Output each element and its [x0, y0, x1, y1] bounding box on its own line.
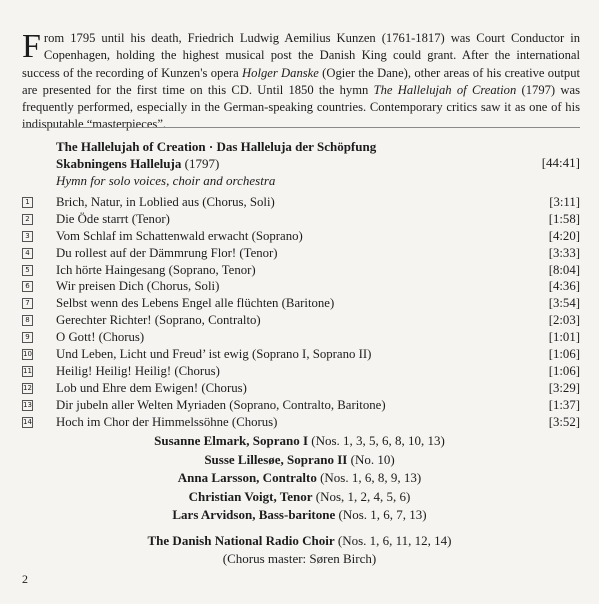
section-divider — [22, 127, 580, 128]
track-title: Selbst wenn des Lebens Engel alle flüchten (Baritone) — [56, 296, 335, 311]
track-row — [22, 346, 580, 363]
track-duration: [8:04] — [548, 262, 580, 277]
track-title: Vom Schlaf im Schattenwald erwacht (Soprano) — [56, 228, 303, 243]
soloist-tracks: (Nos. 1, 6, 7, 13) — [338, 507, 427, 522]
track-number-box: 3 — [22, 231, 33, 242]
track-number-box: 5 — [22, 265, 33, 276]
drop-cap: F — [22, 28, 41, 65]
track-title: Lob und Ehre dem Ewigen! (Chorus) — [56, 380, 247, 395]
soloist-tracks: (Nos. 1, 3, 5, 6, 8, 10, 13) — [311, 433, 445, 448]
track-number-box: 12 — [23, 383, 32, 392]
chorus-master: (Chorus master: Søren Birch) — [222, 551, 377, 566]
soloist-name: Susanne Elmark, Soprano I — [154, 433, 309, 448]
track-title: Ich hörte Haingesang (Soprano, Tenor) — [56, 262, 256, 277]
track-number-box: 14 — [23, 417, 32, 426]
track-number-box: 11 — [23, 366, 32, 375]
soloist-credit — [0, 451, 599, 470]
track-title: Brich, Natur, in Loblied aus (Chorus, Soli) — [56, 195, 275, 209]
soloist-credit — [0, 469, 599, 488]
intro-text-2: (Ogier the Dane), other areas of his creative output are presented for the first time on this CD. Until 1850 the hymn — [22, 65, 580, 97]
soloist-name: Anna Larsson, Contralto — [177, 470, 317, 485]
work-danish-title-line — [56, 155, 580, 172]
soloist-tracks: (No. 10) — [350, 451, 395, 467]
intro-text-1: rom 1795 until his death, Friedrich Ludwig Aemilius Kunzen (1761-1817) was Court Conductor in Copenhagen, holding the highest musical post the Danish King could grant. After the international success of the recording of Kunzen's opera — [22, 31, 580, 80]
track-row — [22, 194, 580, 211]
soloist-list — [0, 432, 599, 525]
track-duration: [3:29] — [548, 380, 580, 395]
soloist-credit — [0, 506, 599, 525]
track-row — [22, 245, 580, 262]
track-duration: [1:58] — [548, 211, 580, 226]
track-duration: [3:33] — [548, 245, 580, 260]
track-row — [22, 228, 580, 245]
track-duration: [3:52] — [548, 414, 580, 429]
track-duration: [4:20] — [548, 228, 580, 243]
intro-paragraph — [22, 30, 580, 134]
track-title: Und Leben, Licht und Freud’ ist ewig (Soprano I, Soprano II) — [56, 347, 372, 362]
track-number-box: 4 — [22, 248, 33, 259]
track-number-box: 8 — [22, 315, 33, 326]
track-duration: [1:06] — [548, 363, 580, 378]
track-row — [22, 211, 580, 228]
track-title: Wir preisen Dich (Chorus, Soli) — [56, 279, 220, 294]
track-number-box: 10 — [23, 350, 32, 359]
soloist-tracks: (Nos. 1, 6, 8, 9, 13) — [320, 470, 422, 485]
intro-italic-hymn: The Hallelujah of Creation — [373, 82, 517, 97]
performer-credits — [0, 432, 599, 569]
track-number-box: 2 — [22, 214, 33, 225]
track-number-box: 1 — [22, 197, 33, 208]
page-number: 2 — [22, 572, 28, 586]
intro-text-3: (1797) was frequently performed, especially in the German-speaking countries. Contemporary critics saw it as one of his indisputable “masterpieces”. — [22, 82, 580, 132]
soloist-tracks: (Nos, 1, 2, 4, 5, 6) — [315, 488, 411, 504]
intro-italic-opera: Holger Danske — [242, 65, 319, 80]
track-row — [22, 295, 580, 312]
track-duration: [1:01] — [548, 330, 580, 345]
track-row — [22, 414, 580, 431]
track-title: Die Öde starrt (Tenor) — [56, 211, 170, 226]
track-title: Hoch im Chor der Himmelssöhne (Chorus) — [56, 414, 278, 429]
track-title: Du rollest auf der Dämmrung Flor! (Tenor) — [56, 245, 278, 260]
work-year: (1797) — [184, 156, 220, 171]
track-title: Gerechter Richter! (Soprano, Contralto) — [56, 313, 261, 328]
soloist-name: Christian Voigt, Tenor — [188, 488, 313, 504]
work-subtitle: Hymn for solo voices, choir and orchestra — [56, 173, 276, 188]
track-number-box: 6 — [22, 281, 33, 292]
track-duration: [4:36] — [548, 279, 580, 294]
track-row — [22, 363, 580, 380]
soloist-credit — [0, 432, 599, 451]
choir-credit — [0, 532, 599, 551]
track-title: O Gott! (Chorus) — [56, 330, 145, 345]
track-duration: [3:11] — [549, 195, 580, 209]
track-number-box: 7 — [22, 298, 33, 309]
track-title: Dir jubeln aller Welten Myriaden (Soprano, Contralto, Baritone) — [56, 397, 386, 412]
track-row — [22, 380, 580, 397]
track-duration: [1:06] — [548, 347, 580, 362]
work-header — [56, 138, 580, 189]
work-title: The Hallelujah of Creation · Das Halleluja der Schöpfung — [56, 139, 377, 154]
work-danish-title: Skabningens Halleluja — [56, 156, 182, 171]
track-row — [22, 262, 580, 279]
track-list — [22, 194, 580, 430]
soloist-credit — [0, 488, 599, 507]
choir-name: The Danish National Radio Choir — [147, 532, 335, 548]
soloist-name: Lars Arvidson, Bass-baritone — [172, 507, 336, 522]
work-duration: [44:41] — [541, 155, 580, 170]
track-row — [22, 312, 580, 329]
track-title: Heilig! Heilig! Heilig! (Chorus) — [56, 363, 220, 378]
track-row — [22, 329, 580, 346]
track-duration: [1:37] — [548, 397, 580, 412]
track-duration: [3:54] — [548, 296, 580, 311]
track-row — [22, 278, 580, 295]
track-row — [22, 397, 580, 414]
track-number-box: 13 — [23, 400, 32, 409]
track-duration: [2:03] — [548, 313, 580, 328]
choir-detail: (Nos. 1, 6, 11, 12, 14) — [337, 532, 452, 548]
soloist-name: Susse Lillesøe, Soprano II — [204, 451, 348, 467]
track-number-box: 9 — [22, 332, 33, 343]
